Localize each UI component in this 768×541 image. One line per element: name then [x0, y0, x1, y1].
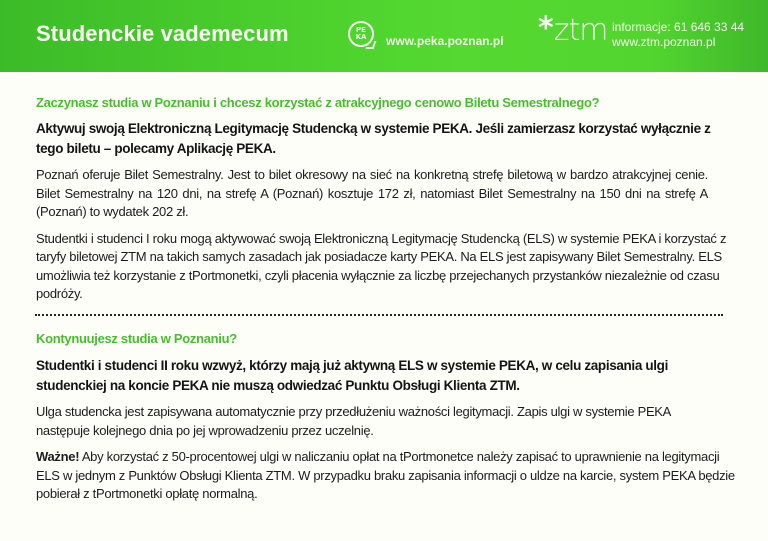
- section-1-lead: Aktywuj swoją Elektroniczną Legitymację Studencką w systemie PEKA. Jeśli zamierzasz korzystać wyłącznie z tego biletu – polecamy Aplikację PEKA.: [36, 121, 711, 156]
- section-divider: [35, 310, 723, 316]
- section-2-important: [36, 448, 736, 504]
- section-1-paragraph-2: Studentki i studenci I roku mogą aktywować swoją Elektroniczną Legitymację Studencką (ELS) w systemie PEKA i korzystać z taryfy biletowej ZTM na takich samych zasadach jak posiadacze karty PEKA. Na ELS jest zapisywany Bilet Semestralny. ELS umożliwia też korzystanie z tPortmonetki, czyli płacenia wyłącznie za liczbę przejechanych przystanków niezależnie od czasu podróży.: [36, 230, 727, 301]
- section-2-heading: Kontynuujesz studia w Poznaniu?: [36, 331, 237, 346]
- important-label: Ważne!: [36, 449, 80, 464]
- content-section-2: [36, 331, 736, 504]
- ztm-star-icon: *: [538, 11, 553, 46]
- section-2-lead: Studentki i studenci II roku wzwyż, którzy mają już aktywną ELS w systemie PEKA, w celu zapisania ulgi studenckiej na koncie PEKA nie muszą odwiedzać Punktu Obsługi Klienta ZTM.: [36, 358, 668, 393]
- important-text: Aby korzystać z 50-procentowej ulgi w naliczaniu opłat na tPortmonetce należy zapisać to uprawnienie na legitymacji ELS w jednym z Punktów Obsługi Klienta ZTM. W przypadku braku zapisania informacji o uldze na karcie, system PEKA będzie pobierał z tPortmonetki opłatę normalną.: [36, 449, 735, 501]
- section-2-paragraph-1: Ulga studencka jest zapisywana automatycznie przy przedłużeniu ważności legitymacji. Zapis ulgi w systemie PEKA następuje kolejnego dnia po jej wprowadzeniu przez uczelnię.: [36, 404, 671, 438]
- page-title: Studenckie vademecum: [36, 21, 289, 46]
- peka-url-link[interactable]: www.peka.poznan.pl: [386, 34, 504, 48]
- header-banner: [0, 0, 768, 72]
- ztm-logo-text: ztm: [553, 13, 608, 48]
- section-1-heading: Zaczynasz studia w Poznaniu i chcesz korzystać z atrakcyjnego cenowo Biletu Semestralnego?: [36, 95, 600, 110]
- ztm-phone-info: informacje: 61 646 33 44: [612, 20, 745, 34]
- section-1-paragraph-1: Poznań oferuje Bilet Semestralny. Jest to bilet okresowy na sieć na konkretną strefę biletową w bardzo atrakcyjnej cenie. Bilet Semestralny na 120 dni, na strefę A (Poznań) kosztuje 172 zł, natomiast Bilet Semestralny na 150 dni na strefę A (Poznań) to wydatek 202 zł.: [36, 167, 708, 219]
- peka-logo-top: PE: [356, 25, 366, 34]
- ztm-url-link[interactable]: www.ztm.poznan.pl: [612, 35, 716, 49]
- content-section-1: [36, 95, 736, 304]
- peka-logo-bottom: KA: [355, 33, 367, 41]
- ztm-logo-icon: [538, 11, 608, 48]
- ztm-contact: [612, 20, 744, 50]
- peka-logo-icon: [348, 21, 374, 47]
